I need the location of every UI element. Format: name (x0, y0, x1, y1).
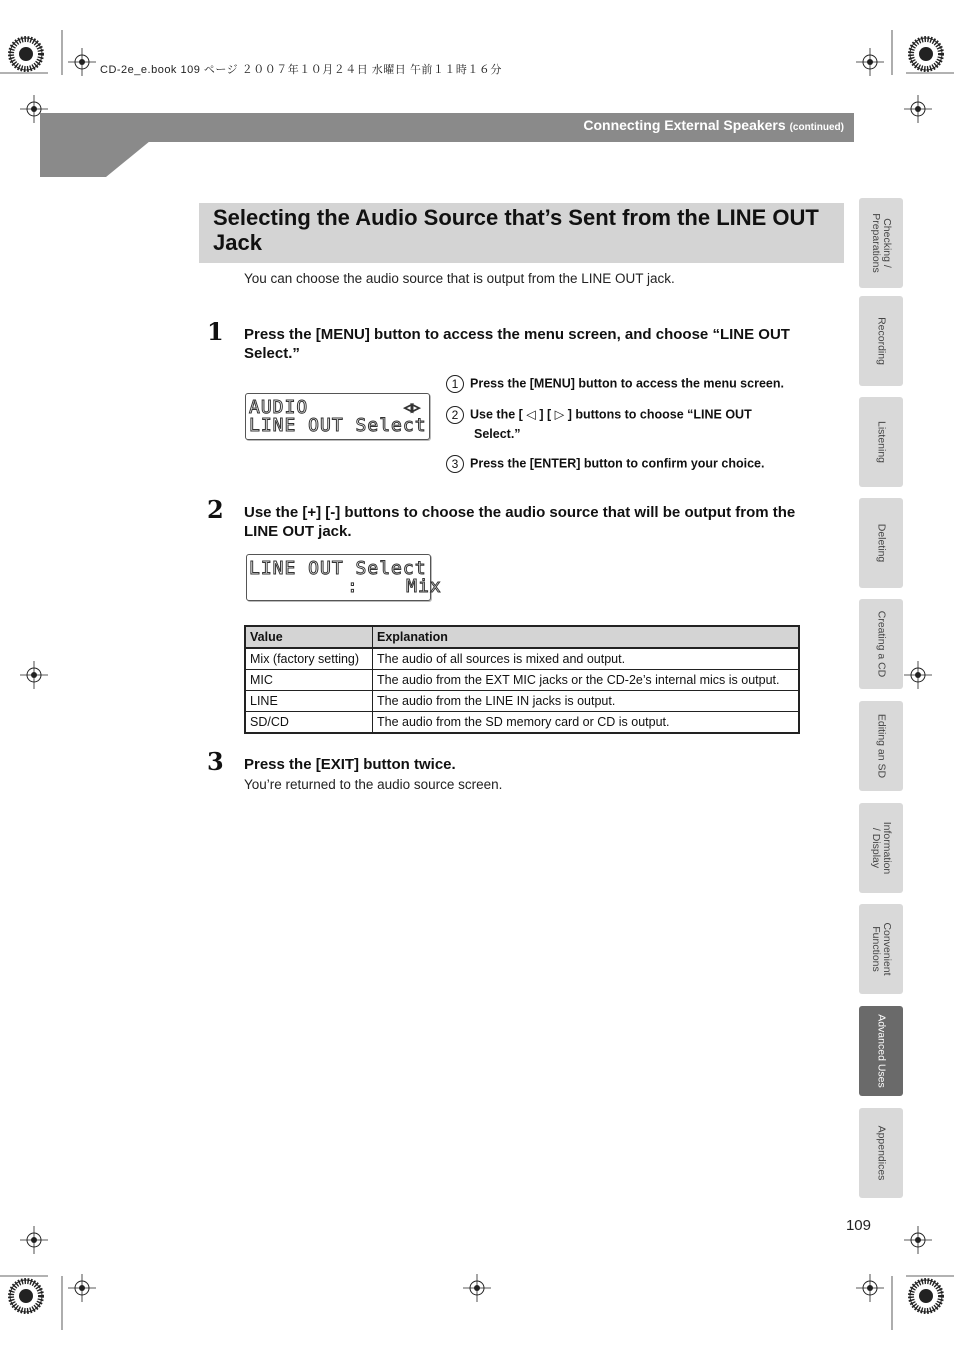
step-2-text: Use the [+] [-] buttons to choose the audio source that will be output from the LINE OUT jack. (244, 504, 796, 540)
intro-text: You can choose the audio source that is output from the LINE OUT jack. (244, 271, 675, 286)
value-table (244, 625, 800, 734)
tab-label: Recording (875, 317, 888, 365)
page-title: Selecting the Audio Source that’s Sent from the LINE OUT Jack (213, 205, 819, 255)
tab-appendices[interactable] (859, 1108, 903, 1198)
column-header-explanation: Explanation (373, 626, 800, 648)
step-1-text: Press the [MENU] button to access the menu screen, and choose “LINE OUT Select.” (244, 326, 790, 362)
substep-2-text: Use the [ ◁ ] [ ▷ ] buttons to choose “LINE OUT (470, 407, 752, 422)
table-cell-explanation: The audio from the LINE IN jacks is output. (373, 691, 800, 712)
table-cell-explanation: The audio from the SD memory card or CD is output. (373, 712, 800, 734)
running-header (583, 117, 844, 133)
tab-label: Listening (875, 420, 888, 464)
tab-label: Appendices (875, 1125, 888, 1181)
step-3-text: Press the [EXIT] button twice. (244, 756, 456, 773)
tab-label: Checking / Preparations (870, 213, 893, 273)
tab-advanced-uses[interactable] (859, 1006, 903, 1096)
column-header-value: Value (245, 626, 373, 648)
lcd-display-select (246, 554, 442, 601)
lcd-line-2: : Mix (347, 576, 442, 597)
lcd-line-2: LINE OUT Select (249, 415, 427, 436)
table-header-row (245, 626, 799, 648)
lcd-arrows: ◁▷ (404, 398, 419, 416)
tab-deleting[interactable] (859, 498, 903, 588)
lcd-line-1: LINE OUT Select (249, 558, 427, 579)
table-row (245, 670, 799, 691)
substep-2-marker: 2 (446, 406, 464, 424)
substep-2 (446, 406, 752, 424)
tab-label: Advanced Uses (875, 1014, 888, 1088)
substep-3-text: Press the [ENTER] button to confirm your choice. (470, 456, 765, 471)
step-3-note: You’re returned to the audio source screen. (244, 777, 503, 792)
tab-creating-a-cd[interactable] (859, 599, 903, 689)
table-cell-value: MIC (245, 670, 373, 691)
page-number: 109 (845, 1217, 871, 1234)
tab-label: Editing an SD (875, 713, 888, 779)
tab-editing-an-sd[interactable] (859, 701, 903, 791)
tab-convenient-functions[interactable] (859, 904, 903, 994)
step-1-number: 1 (207, 317, 224, 346)
tab-label: Convenient Functions (870, 922, 893, 976)
substep-3 (446, 455, 764, 473)
lcd-display-menu (245, 393, 430, 440)
table-row (245, 691, 799, 712)
substep-1-text: Press the [MENU] button to access the menu screen. (470, 376, 784, 391)
tab-information-display[interactable] (859, 803, 903, 893)
table-row (245, 648, 799, 670)
substep-1-marker: 1 (446, 375, 464, 393)
step-3-number: 3 (207, 747, 224, 776)
table-cell-value: Mix (factory setting) (245, 648, 373, 670)
table-cell-value: SD/CD (245, 712, 373, 734)
tab-label: Creating a CD (875, 610, 888, 678)
continued-label: (continued) (789, 122, 844, 133)
table-cell-explanation: The audio of all sources is mixed and output. (373, 648, 800, 670)
tab-checking-preparations[interactable] (859, 198, 903, 288)
tab-listening[interactable] (859, 397, 903, 487)
section-title: Connecting External Speakers (583, 117, 786, 133)
tab-label: Deleting (875, 523, 888, 563)
table-row (245, 712, 799, 734)
tab-label: Information / Display (870, 821, 893, 875)
tab-recording[interactable] (859, 296, 903, 386)
lcd-line-1: AUDIO (249, 397, 309, 418)
substep-3-marker: 3 (446, 455, 464, 473)
step-2-number: 2 (207, 495, 224, 524)
table-cell-explanation: The audio from the EXT MIC jacks or the CD-2e’s internal mics is output. (373, 670, 800, 691)
substep-2-text-cont: Select.” (474, 427, 521, 441)
substep-1 (446, 375, 784, 393)
table-cell-value: LINE (245, 691, 373, 712)
print-info-line: CD-2e_e.book 109 ページ ２００７年１０月２４日 水曜日 午前１１時１６分 (100, 64, 502, 76)
